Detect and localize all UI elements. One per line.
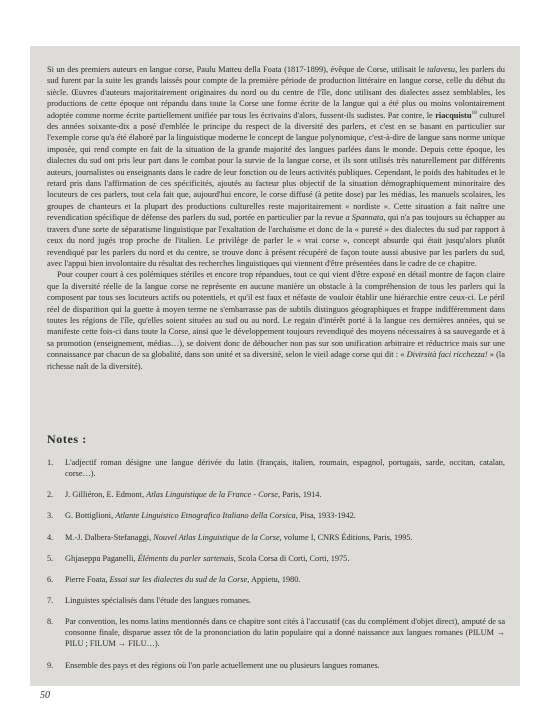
text-segment: , qui n'a pas toujours su échapper au travers d'une sorte de séparatisme linguistique par l'exaltation de l'archaïsme et donc de la « pureté » des dialectes du sud par rapport à ceux du nord jugés trop proche de l'italien. Le privilège de parler le « vrai corse », concept absurde qui était jusqu'alors plutôt revendiqué par les parlers du nord et du centre, se trouve donc à présent récupéré de façon toute aussi abusive par les parlers du sud, avec l'appui bien involontaire du résultat des recherches linguistiques qui viennent d'être présentées dans le cadre de ce chapitre. <box>47 213 505 268</box>
note-number: 8. <box>47 617 54 627</box>
text-segment: , Pisa, 1933-1942. <box>295 511 356 521</box>
note-text <box>65 617 505 648</box>
note-text <box>65 575 301 584</box>
text-segment: riacquistu <box>435 110 472 120</box>
note-number: 5. <box>47 553 54 563</box>
text-segment: Atlante Linguistico Etnografico Italiano della Corsica <box>115 511 296 521</box>
text-segment: , volume I, CNRS Éditions, Paris, 1995. <box>279 532 413 542</box>
note-text <box>65 511 356 520</box>
note-number: 6. <box>47 574 54 584</box>
note-number: 2. <box>47 490 54 500</box>
text-segment: , Scola Corsa di Corti, Corti, 1975. <box>233 553 350 563</box>
text-segment: Pour couper court à ces polémiques stériles et encore trop répandues, tout ce qui vient d'être exposé en détail montre de façon claire que la diversité réelle de la langue corse ne représente en aucune manière un obstacle à la compréhension de tous les parlers qui la composent par tous ses locuteurs actifs ou potentiels, et qu'il est faux et néfaste de vouloir établir une hiérarchie entre ceux-ci. Le péril réel de disparition qui la guette à moyen terme ne s'embarrasse pas de subtils distinguos géographiques et frappe indifféremment dans toutes les régions de l'île, qu'elles soient situées au sud ou au nord. Le regain d'intérêt porté à la langue ces dernières années, qui se manifeste cette fois-ci dans toute la Corse, ainsi que le développement toujours revendiqué des moyens nécessaires à sa sauvegarde et à sa promotion (enseignement, médias…), se doivent donc de déboucher non pas sur son unification arbitraire et réductrice mais sur une connaissance par chacun de sa globalité, dans son unité et sa diversité, selon le vieil adage corse qui dit : « <box>47 270 505 360</box>
text-segment: Divirsità faci ricchezza! <box>406 350 488 360</box>
text-segment: J. Gilliéron, E. Edmont, <box>65 490 147 500</box>
text-segment: M.-J. Dalbera-Stefanaggi, <box>65 532 154 542</box>
paragraph-1 <box>47 64 505 269</box>
paragraph-2 <box>47 269 505 372</box>
body-text <box>47 64 505 372</box>
footnote-ref: 18 <box>471 109 477 116</box>
note-number: 3. <box>47 511 54 521</box>
text-segment: Ghjaseppu Paganelli, <box>65 553 138 563</box>
note-item <box>47 553 505 564</box>
note-text <box>65 458 505 478</box>
note-item <box>47 574 505 585</box>
note-number: 1. <box>47 458 54 467</box>
text-segment: L'adjectif roman désigne une langue dérivée du latin (français, italien, roumain, espagnol, portugais, sarde, occitan, catalan, corse…). <box>65 458 505 478</box>
page-number: 50 <box>40 690 50 701</box>
note-number: 7. <box>47 596 54 606</box>
text-segment: Atlas Linguistique de la France - Corse <box>146 490 278 500</box>
notes-heading: Notes : <box>47 432 87 446</box>
notes-list <box>47 457 505 681</box>
text-segment: Linguistes spécialisés dans l'étude des langues romanes. <box>65 596 252 606</box>
note-item <box>47 616 505 649</box>
text-segment: , les parlers du sud furent par la suite les grands laissés pour compte de la première période de production littéraire en langue corse, celle du début du siècle. Œuvres d'auteurs majoritairement originaires du nord ou du centre de l'île, donc utilisant des dialectes assez semblables, les productions de cette époque ont répandu dans toute la Corse une forme écrite de la langue qui a été plus ou moins volontairement adoptée comme norme écrite partiellement unifiée par tous les écrivains d'alors, fussent-ils sudistes. Par contre, le <box>47 65 505 120</box>
note-item <box>47 489 505 500</box>
note-text <box>65 596 251 605</box>
note-item <box>47 532 505 543</box>
text-segment: Ensemble des pays et des régions où l'on parle actuellement une ou plusieurs langues romanes. <box>65 660 380 670</box>
note-item <box>47 457 505 479</box>
text-segment: Éléments du parler sartenais <box>137 553 234 563</box>
note-item <box>47 510 505 521</box>
text-segment: G. Bottiglioni, <box>65 511 116 521</box>
text-segment: Nouvel Atlas Linguistique de la Corse <box>153 532 280 542</box>
text-segment: Pierre Foata, <box>65 574 110 584</box>
text-segment: , Paris, 1914. <box>277 490 322 500</box>
text-segment: , Appietu, 1980. <box>247 574 301 584</box>
text-segment: a Spannata <box>345 213 384 223</box>
text-segment: Par convention, les noms latins mentionnés dans ce chapitre sont cités à l'accusatif (cas du complément d'objet direct), amputé de sa consonne finale, disparue assez tôt de la prononciation du latin populaire qui a donné naissance aux langues romanes (PILUM → PILU ; FILUM → FILU…). <box>65 617 505 649</box>
note-text <box>65 533 413 542</box>
note-text <box>65 661 380 670</box>
note-item <box>47 660 505 671</box>
text-segment: talavesu <box>427 65 456 74</box>
note-text <box>65 490 322 499</box>
text-segment: » (la richesse naît de la diversité). <box>47 350 505 371</box>
text-segment: culturel des années soixante-dix a posé d'emblée le principe du respect de la diversité des parlers, et c'est en se basant en particulier sur l'exemple corse qu'a été élaboré par la linguistique moderne le concept de langue polynomique, c'est-à-dire de langue sans norme unique imposée, qui rend compte en fait de la situation de la grande majorité des langues parlées dans le monde. Depuis cette époque, les dialectes du sud ont pris leur part dans le combat pour la survie de la langue corse, et ils sont utilisés très naturellement par différents auteurs, journalistes ou enseignants dans le cadre de leur fonction ou de leurs activités publiques. Cependant, le poids des habitudes et le retard pris dans l'affirmation de ces spécificités, ajoutés au facteur plus objectif de la situation démographiquement minoritaire des locuteurs de ces parlers, tout cela fait que, aujourd'hui encore, le corse diffusé (à petite dose) par les médias, les manuels scolaires, les groupes de chanteurs et la plupart des productions culturelles reste majoritairement « nordiste ». Cette situation a fait naître une revendication spécifique de défense des parlers du sud, portée en particulier par la revue <box>47 110 505 223</box>
note-text <box>65 554 349 563</box>
text-segment: Si un des premiers auteurs en langue corse, Paulu Matteu della Foata (1817-1899), évêque de Corse, utilisait le <box>47 65 428 74</box>
note-number: 9. <box>47 660 54 670</box>
text-segment: Essai sur les dialectes du sud de la Corse <box>109 574 248 584</box>
note-item <box>47 595 505 606</box>
note-number: 4. <box>47 532 54 542</box>
